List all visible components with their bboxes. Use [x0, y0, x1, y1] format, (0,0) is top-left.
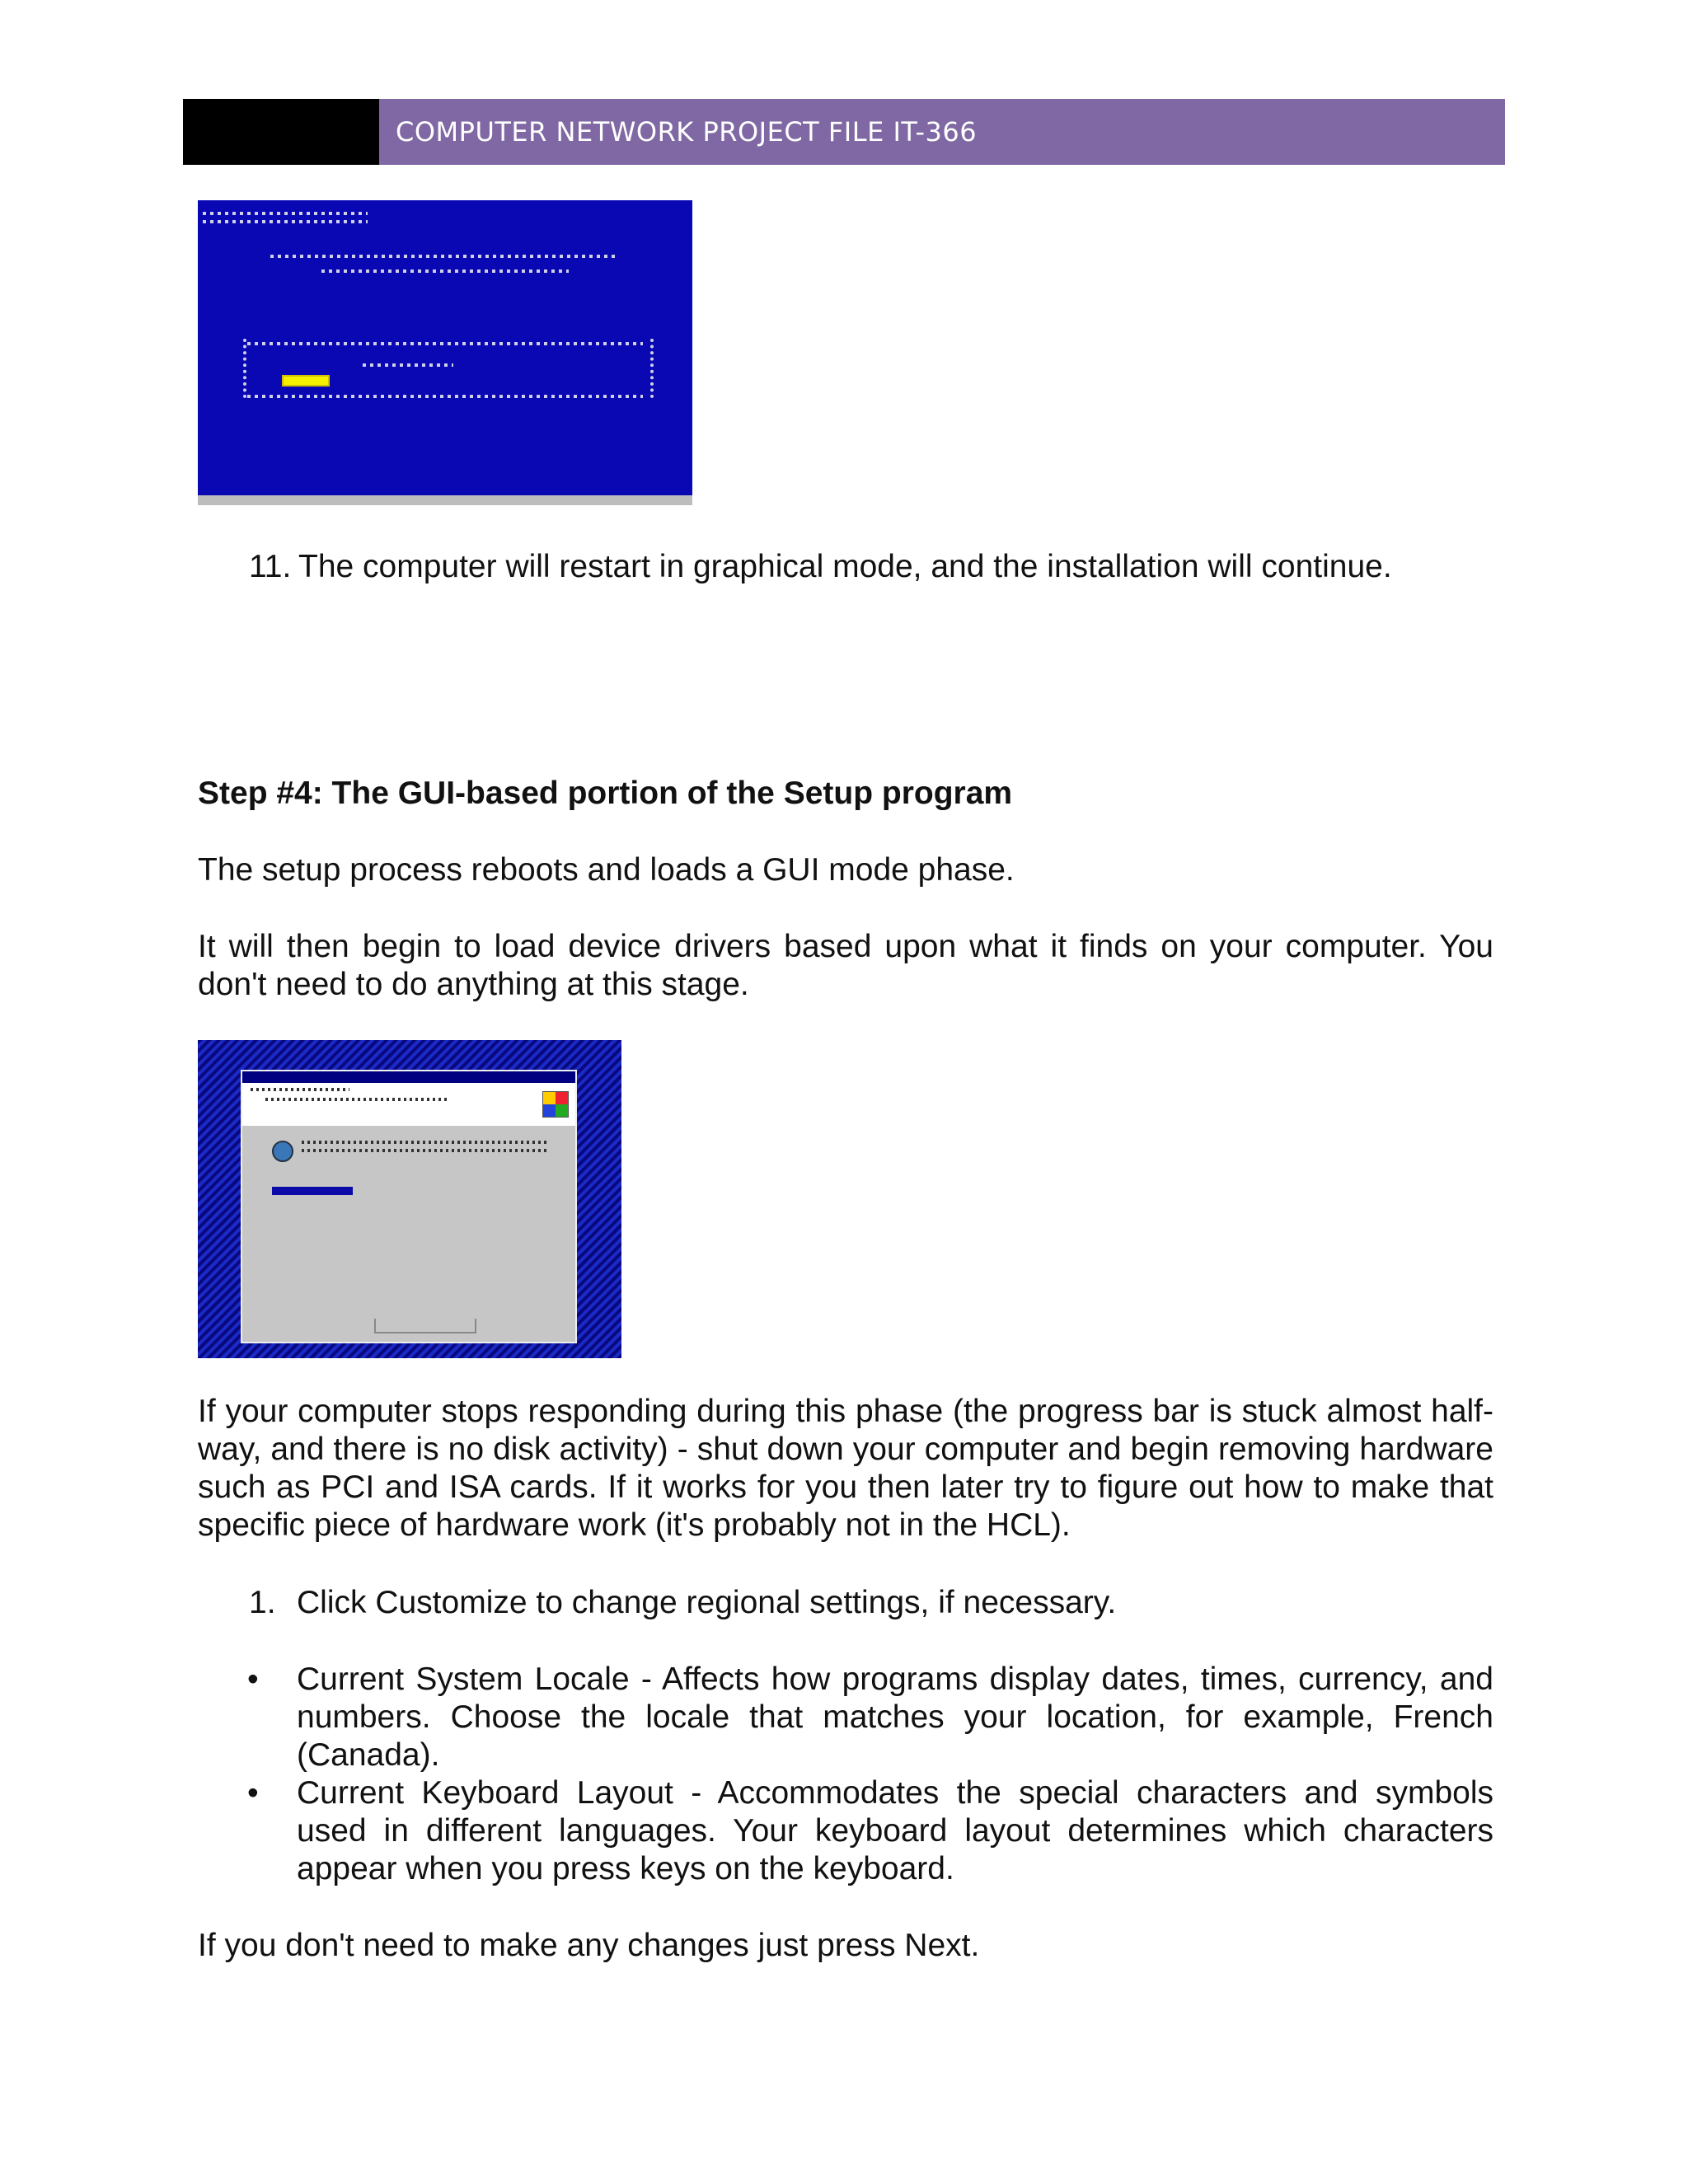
text-mode-setup-screenshot [198, 200, 692, 505]
list-number: 1. [249, 1585, 276, 1620]
step-11-text: The computer will restart in graphical mode, and the installation will continue. [298, 549, 1392, 584]
paragraph-2: It will then begin to load device drivers based upon what it finds on your computer. You don't need to do anything at this stage. [198, 929, 1493, 1002]
paragraph-3: If your computer stops responding during this phase (the progress bar is stuck almost half-way, and there is no disk activity) - shut down your computer and begin removing hardware such as PCI and ISA cards. If it works for you then later try to figure out how to make that specific piece of hardware work (it's probably not in the HCL). [198, 1394, 1493, 1543]
section-heading: Step #4: The GUI-based portion of the Setup program [198, 776, 1013, 811]
setup-icon [272, 1141, 293, 1162]
progress-frame [243, 339, 654, 398]
progress-bar [272, 1187, 353, 1195]
paragraph-4: If you don't need to make any changes just press Next. [198, 1928, 980, 1963]
step-number: 11. [249, 549, 292, 584]
status-bar [198, 495, 692, 505]
list-item-1: Click Customize to change regional settings, if necessary. [297, 1585, 1117, 1620]
bullet-2: • [247, 1775, 259, 1811]
setup-window [241, 1070, 577, 1343]
progress-highlight [282, 375, 330, 387]
gui-setup-screenshot [198, 1040, 621, 1358]
button-area [374, 1319, 476, 1333]
page-header [379, 99, 1505, 165]
bullet-2-text: Current Keyboard Layout - Accommodates the special characters and symbols used in different languages. Your keyboard layout determines which characters appear when you press keys on the keyboard. [297, 1775, 1493, 1886]
bullet-1: • [247, 1661, 259, 1697]
windows-logo-icon [542, 1091, 569, 1118]
bullet-1-text: Current System Locale - Affects how programs display dates, times, currency, and numbers. Choose the locale that matches your location, for example, French (Canada). [297, 1661, 1493, 1773]
header-black-block [183, 99, 379, 165]
header-title: COMPUTER NETWORK PROJECT FILE IT-366 [396, 116, 978, 148]
paragraph-1: The setup process reboots and loads a GUI mode phase. [198, 852, 1015, 888]
